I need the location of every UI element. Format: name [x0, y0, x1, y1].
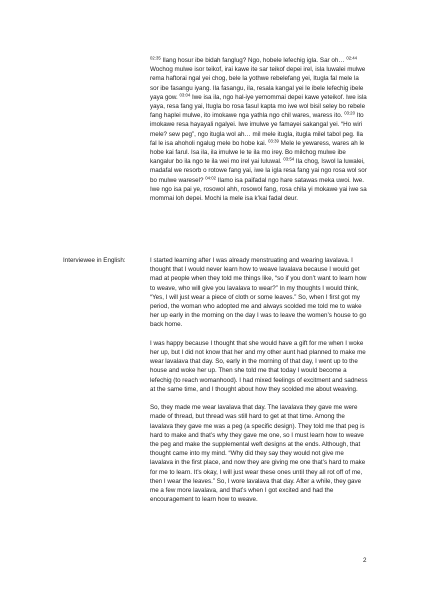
- transcript-text: Wochog mulwe isor teikof, irai kawe ite sar teikof depei irel, isla luwalei mulwe rema haftorai ngal yei chog, bele la yothwe rebelefang yei, Itugla fal mele la sor ibe fasangu iyang. Ila fasangu, ila, resala kangal yei le ibele lefechig ibele yaya gow.: [150, 66, 366, 101]
- timestamp: 02:35: [150, 55, 161, 61]
- transcript-text: Mele le yewaress, wares ah le hobe kai farul. Isa ila, ila imulwe le te ila mo irey. Bo milchog mulwe ibe kangalur bo ila ngo te ila wei mo irel yai luluwal.: [150, 139, 365, 166]
- english-paragraph: So, they made me wear lavalava that day. The lavalava they gave me were made of thread, but thread was still hard to get at that time. Among the lavalava they gave me was a peg (a specific design). They told me that peg is hard to make and that’s why they gave me one, so I must learn how to weave the peg and make the supplemental weft designs at the ends. Although, that thought came into my mind. “Why did they say they would not give me lavalava in the first place, and now they are giving me one that’s hard to make for me to learn. It’s okay, I will just wear these ones until they all rot off of me, then I wear the leaves.” So, I wore lavalava that day. After a while, they gave me a few more lavalava, and that’s when I got excited and had the encouragement to learn how to weave.: [150, 404, 366, 504]
- page-number: 2: [363, 557, 367, 564]
- transcript-text: Ilamo isa paifadal ngo hare satawas meka uwoi. Iwe. Iwe ngo isa pai ye, rosowol ahh, rosowol fang, rosa chila yi mokawe yai iwe sa mommai loh depei. Mochi la mele isa k’kai fadal deur.: [150, 176, 367, 203]
- transcript-text: Ito imokawe resa hayayali ngalyei. Iwe imulwe ye famayei sakangal yei. “Ho wiri mele? sew peg”, ngo itugla wol ah… mil mele itugla, itugla milel tabol peg. Ila fal le isa ahoholi ngalug mele bo hobe kai.: [150, 112, 364, 147]
- vernacular-transcript: [150, 56, 368, 203]
- english-transcript: [150, 256, 368, 504]
- timestamp: 03:54: [283, 156, 295, 162]
- transcript-text: Iwe isa ila, ngo hal-iye yemommai depei kawe yeteikof. Iwe isla yaya, resa fang yai, Itugla bo rosa fasul kapta mo iwe wol bisil seley bo rebele fang haplei mulwe, ito imokawe nga yathla ngo chil wares, waress ito.: [150, 93, 367, 120]
- english-paragraph: I started learning after I was already menstruating and wearing lavalava. I thought that I would never learn how to weave lavalava because I would get mad at people when they told me things like, “so if you don’t want to learn how to weave, who will give you lavalava to wear?” In my thoughts I would think, “Yes, I will just wear a piece of cloth or some leaves.” So, when I first got my period, the woman who adopted me and always scolded me told me to wake her up early in the morning on the day I was to leave the women’s house to go back home.: [150, 257, 367, 329]
- english-paragraph: I was happy because I thought that she would have a gift for me when I woke her up, but I did not know that her and my other aunt had planned to make me wear lavalava that day. So, early in the morning of that day, I went up to the house and woke her up. Then she told me that today I would become a lefechig (to reach womanhood). I had mixed feelings of excitment and sadness at the same time, and I thought about how they scolded me about weaving.: [150, 339, 368, 393]
- timestamp: 03:04: [179, 92, 191, 98]
- timestamp: 02:44: [346, 55, 358, 61]
- timestamp: 04:02: [205, 175, 216, 181]
- timestamp: 03:39: [268, 138, 279, 144]
- speaker-label: Interviewee in English:: [63, 257, 126, 264]
- transcript-text: Ilang hosur ibe bidah fanglug? Ngo, hobele lefechig igla. Sar oh…: [160, 57, 347, 64]
- vernacular-paragraph: [150, 56, 368, 203]
- timestamp: 03:20: [344, 110, 355, 116]
- transcript-text: Ila chog, Iswol la luwalei, madafal we resorb o rotowe fang yai, iwe la igla resa fang yai ngo rosa wol sor bo mulwe waresel?: [150, 158, 367, 184]
